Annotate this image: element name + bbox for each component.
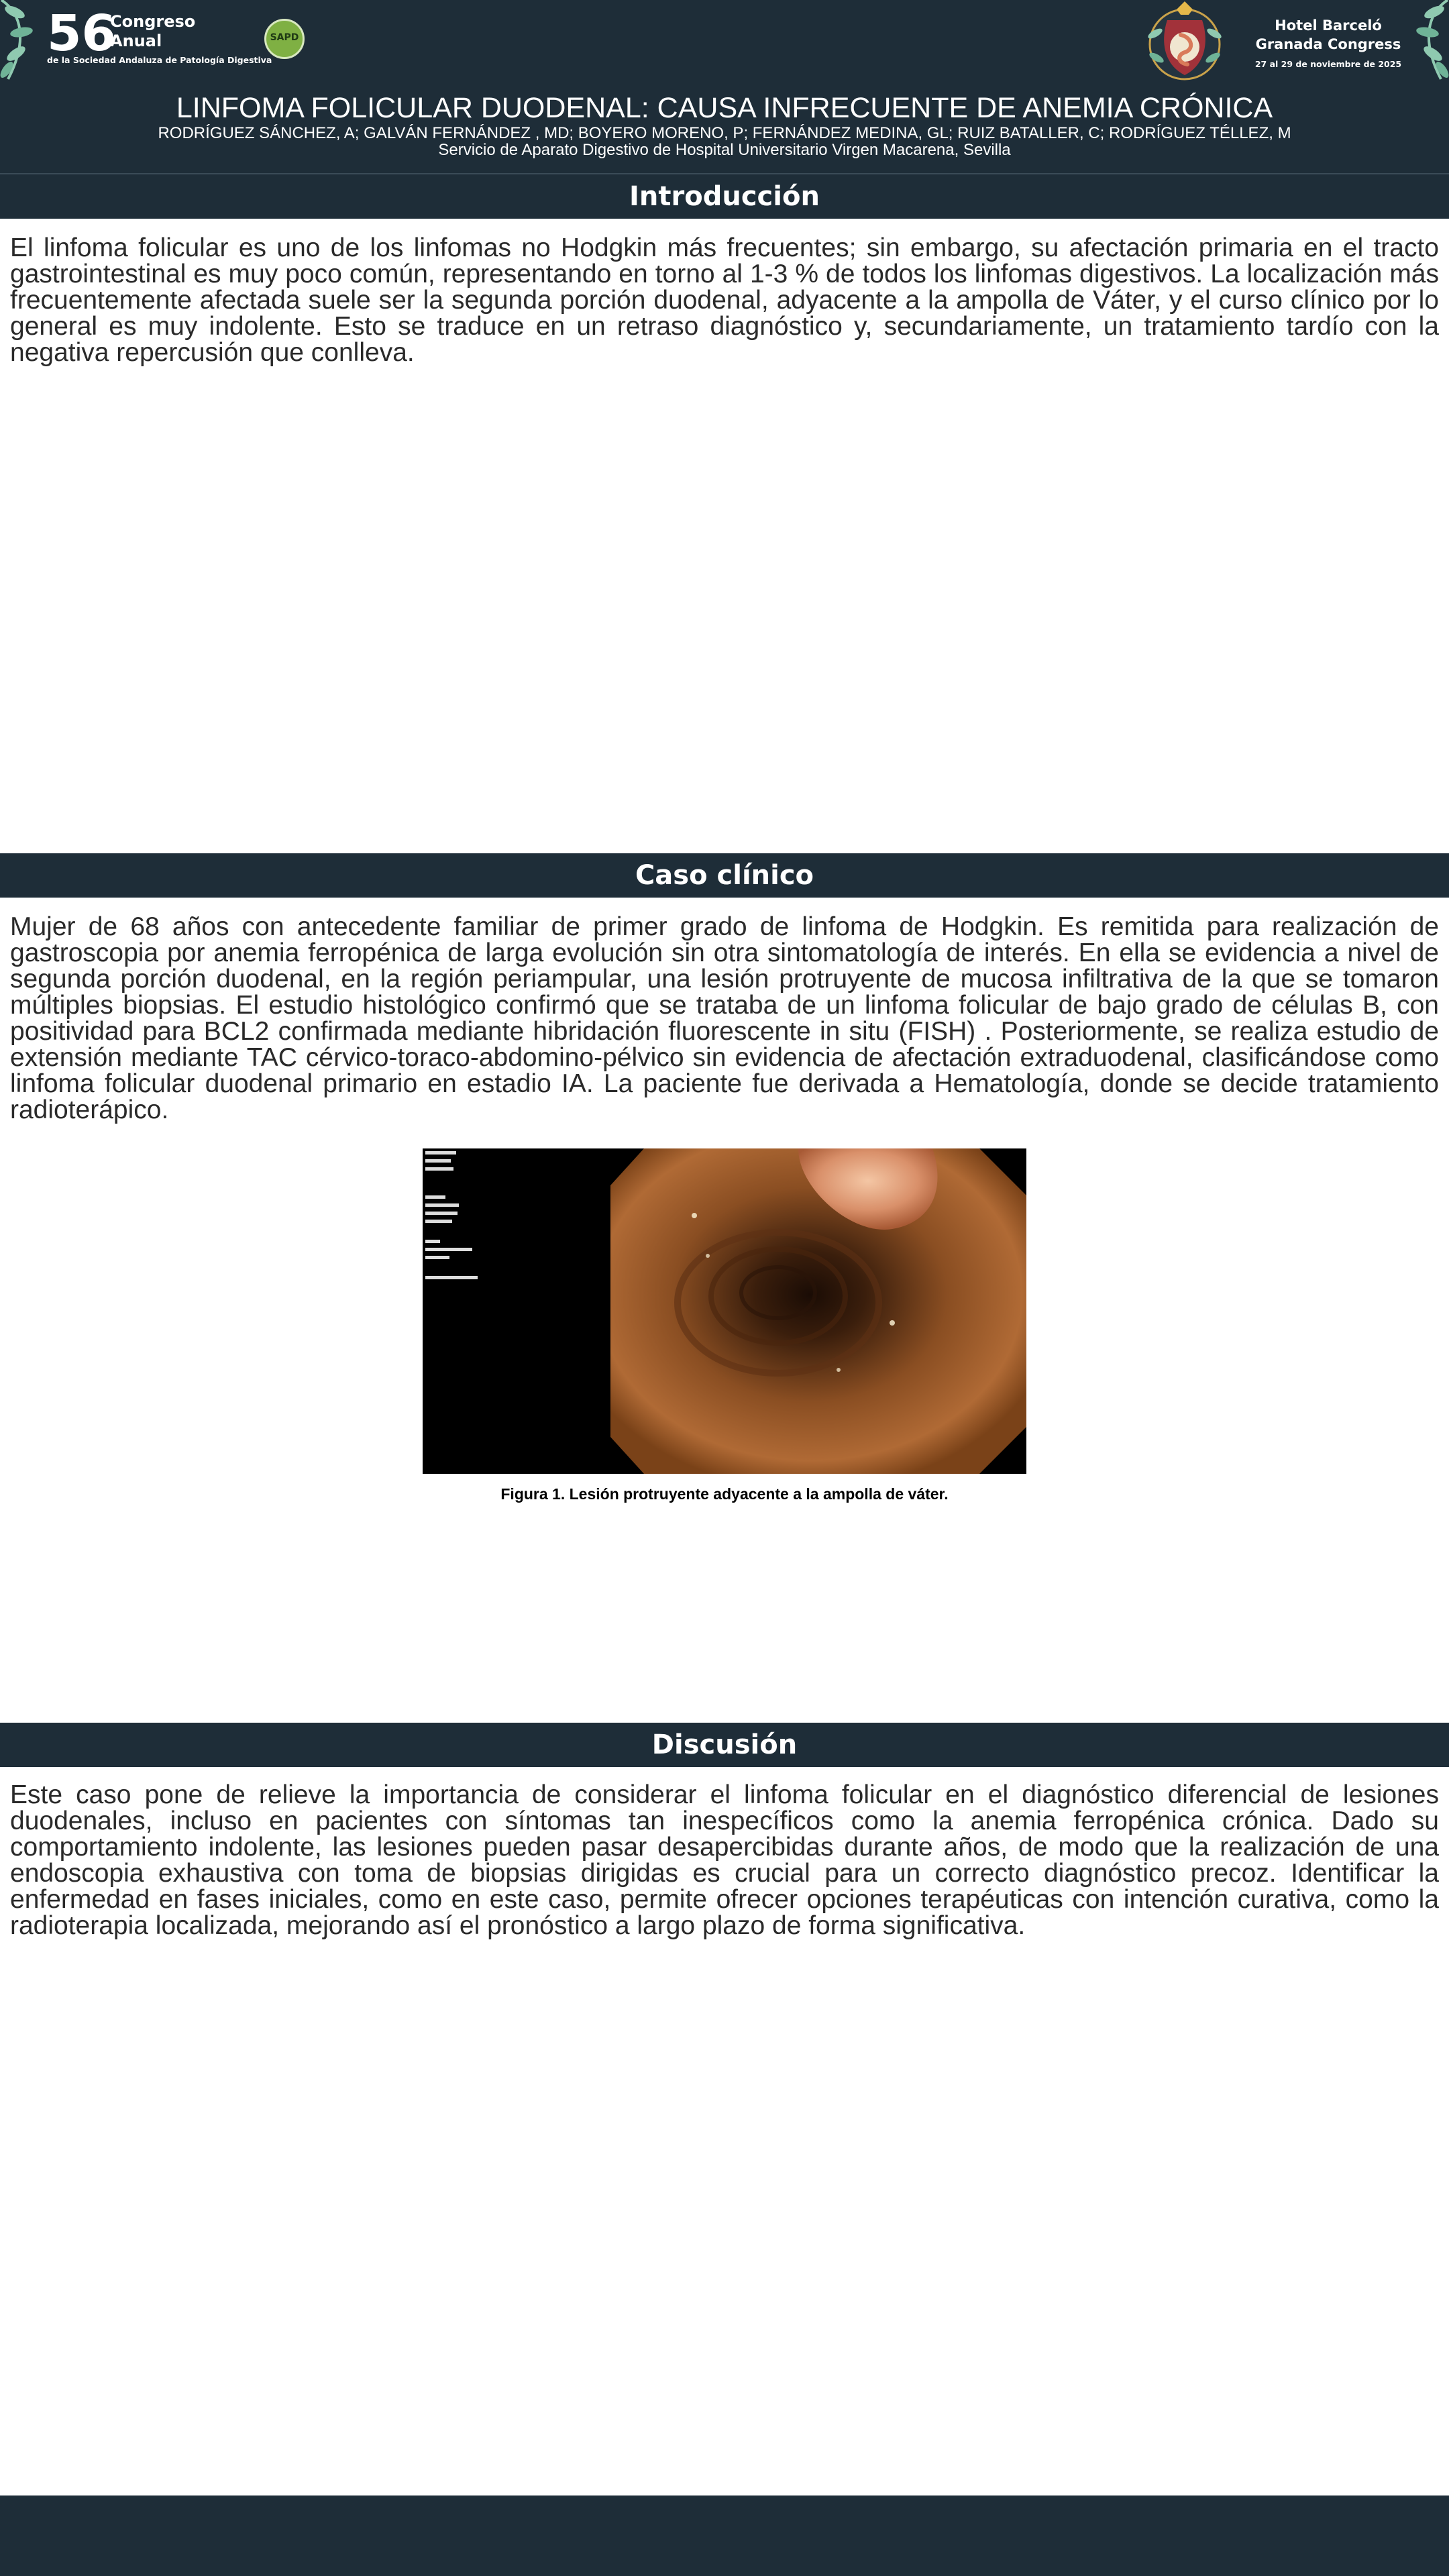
endoscopy-photo bbox=[423, 1148, 1026, 1474]
venue-info bbox=[1244, 16, 1412, 69]
venue-name: Granada Congress bbox=[1255, 36, 1401, 52]
discussion-text: Este caso pone de relieve la importancia de considerar el linfoma folicular en el diagnóstico diferencial de lesiones duodenales, incluso en pacientes con síntomas tan inespecíficos como la anemia ferropénica crónica. Dado su comportamiento indolente, las lesiones pueden pasar desapercibidas durante años, de modo que la realización de una endoscopia exhaustiva con toma de biopsias dirigidas es crucial para un correcto diagnóstico precoz. Identificar la enfermedad en fases iniciales, como en este caso, permite ofrecer opciones terapéuticas con intención curativa, como la radioterapia localizada, mejorando así el pronóstico a largo plazo de forma significativa. bbox=[10, 1780, 1439, 1940]
leaf-decoration-icon bbox=[1407, 0, 1449, 80]
section-heading-discussion: Discusión bbox=[0, 1723, 1449, 1767]
venue-hotel: Hotel Barceló bbox=[1275, 17, 1382, 34]
congress-word: Congreso bbox=[110, 12, 196, 31]
congress-logo bbox=[47, 5, 299, 70]
affiliation: Servicio de Aparato Digestivo de Hospital Universitario Virgen Macarena, Sevilla bbox=[438, 141, 1011, 159]
poster-title: LINFOMA FOLICULAR DUODENAL: CAUSA INFRECUENTE DE ANEMIA CRÓNICA bbox=[176, 92, 1273, 124]
figure-caption: Figura 1. Lesión protruyente adyacente a la ampolla de váter. bbox=[500, 1485, 949, 1503]
endoscopy-image bbox=[423, 1148, 1026, 1474]
author-list: RODRÍGUEZ SÁNCHEZ, A; GALVÁN FERNÁNDEZ , MD; BOYERO MORENO, P; FERNÁNDEZ MEDINA, GL; RUIZ BATALLER, C; RODRÍGUEZ TÉLLEZ, M bbox=[158, 124, 1291, 142]
sapd-logo-icon bbox=[264, 19, 305, 59]
venue-dates: 27 al 29 de noviembre de 2025 bbox=[1254, 59, 1402, 69]
section-heading-clinical-case: Caso clínico bbox=[0, 853, 1449, 898]
annual-word: Anual bbox=[110, 32, 162, 50]
sapd-badge-label: SAPD bbox=[270, 32, 299, 43]
congress-number: 56 bbox=[47, 5, 116, 62]
poster-footer bbox=[0, 2496, 1449, 2576]
congress-emblem-icon bbox=[1140, 0, 1229, 83]
introduction-text: El linfoma folicular es uno de los linfomas no Hodgkin más frecuentes; sin embargo, su afectación primaria en el tracto gastrointestinal es muy poco común, representando en torno al 1-3 % de todos los linfomas digestivos. La localización más frecuentemente afectada suele ser la segunda porción duodenal, adyacente a la ampolla de Váter, y el curso clínico por lo general es muy indolente. Esto se traduce en un retraso diagnóstico y, secundariamente, un tratamiento tardío con la negativa repercusión que conlleva. bbox=[10, 233, 1439, 367]
section-heading-introduction: Introducción bbox=[0, 174, 1449, 219]
clinical-case-text: Mujer de 68 años con antecedente familiar de primer grado de linfoma de Hodgkin. Es remitida para realización de gastroscopia por anemia ferropénica de larga evolución sin otra sintomatología de interés. En ella se evidencia a nivel de segunda porción duodenal, en la región periampular, una lesión protruyente de mucosa infiltrativa de la que se tomaron múltiples biopsias. El estudio histológico confirmó que se trataba de un linfoma folicular de bajo grado de células B, con positividad para BCL2 confirmada mediante hibridación fluorescente in situ (FISH) . Posteriormente, se realiza estudio de extensión mediante TAC cérvico-toraco-abdomino-pélvico sin evidencia de afectación extraduodenal, clasificándose como linfoma folicular duodenal primario en estadio IA. La paciente fue derivada a Hematología, donde se decide tratamiento radioterápico. bbox=[10, 912, 1439, 1124]
leaf-decoration-icon bbox=[0, 0, 42, 80]
poster-header bbox=[0, 0, 1449, 174]
society-name: de la Sociedad Andaluza de Patología Digestiva bbox=[47, 55, 272, 65]
